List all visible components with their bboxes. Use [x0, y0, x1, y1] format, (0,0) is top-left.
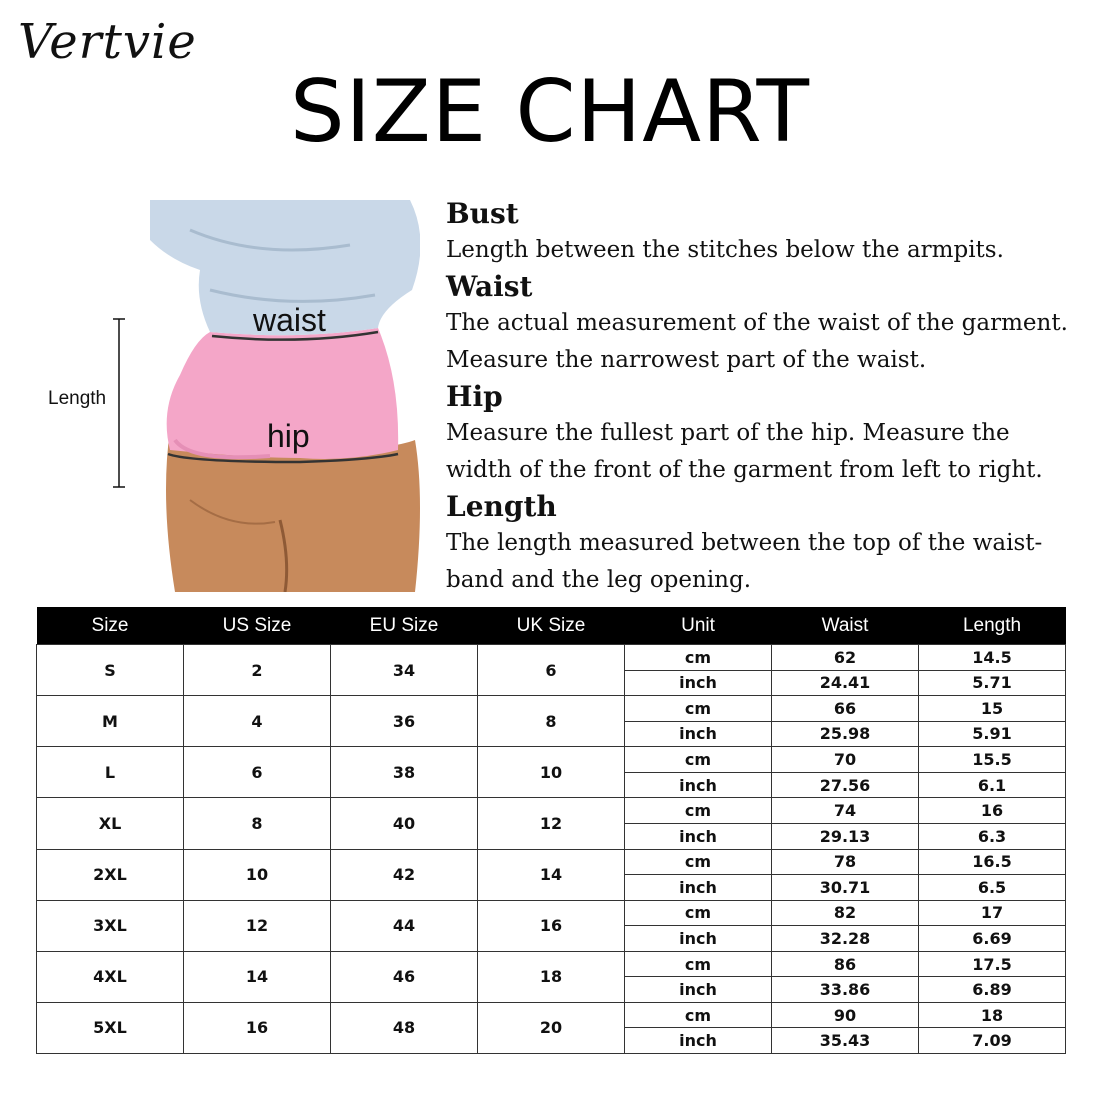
cell-cm-length: 16.5 — [919, 849, 1066, 875]
cell-inch-unit: inch — [625, 823, 772, 849]
table-row — [37, 849, 1066, 875]
cell-eu: 38 — [331, 747, 478, 798]
waist-label: waist — [253, 302, 326, 338]
cell-inch-unit: inch — [625, 670, 772, 696]
cell-uk: 10 — [478, 747, 625, 798]
cell-size: M — [37, 696, 184, 747]
page-title: SIZE CHART — [289, 62, 811, 162]
cell-inch-length: 5.91 — [919, 721, 1066, 747]
cell-inch-length: 5.71 — [919, 670, 1066, 696]
cell-inch-length: 6.1 — [919, 772, 1066, 798]
cell-cm-waist: 86 — [772, 951, 919, 977]
size-table — [36, 607, 1066, 1054]
hip-text: width of the front of the garment from left to right. — [446, 457, 1043, 483]
table-row — [37, 1002, 1066, 1028]
cell-eu: 42 — [331, 849, 478, 900]
column-header: Unit — [625, 607, 772, 645]
brand-logo: Vertvie — [18, 14, 197, 70]
cell-size: 4XL — [37, 951, 184, 1002]
cell-cm-length: 15 — [919, 696, 1066, 722]
term-bust: Bust — [446, 197, 519, 230]
cell-us: 12 — [184, 900, 331, 951]
column-header: US Size — [184, 607, 331, 645]
cell-eu: 46 — [331, 951, 478, 1002]
cell-inch-waist: 35.43 — [772, 1028, 919, 1054]
cell-cm-waist: 70 — [772, 747, 919, 773]
cell-us: 4 — [184, 696, 331, 747]
cell-inch-length: 6.69 — [919, 926, 1066, 952]
hip-label: hip — [267, 418, 310, 454]
term-hip: Hip — [446, 380, 503, 413]
cell-size: S — [37, 645, 184, 696]
waist-text: The actual measurement of the waist of the garment. — [446, 310, 1068, 336]
cell-us: 2 — [184, 645, 331, 696]
table-row — [37, 696, 1066, 722]
cell-inch-unit: inch — [625, 1028, 772, 1054]
cell-uk: 16 — [478, 900, 625, 951]
cell-cm-waist: 90 — [772, 1002, 919, 1028]
column-header: Size — [37, 607, 184, 645]
cell-cm-unit: cm — [625, 951, 772, 977]
cell-inch-unit: inch — [625, 772, 772, 798]
cell-eu: 44 — [331, 900, 478, 951]
hip-text: Measure the fullest part of the hip. Measure the — [446, 420, 1010, 446]
cell-inch-length: 7.09 — [919, 1028, 1066, 1054]
cell-uk: 20 — [478, 1002, 625, 1053]
cell-inch-length: 6.5 — [919, 875, 1066, 901]
cell-uk: 14 — [478, 849, 625, 900]
cell-us: 10 — [184, 849, 331, 900]
cell-inch-length: 6.89 — [919, 977, 1066, 1003]
cell-cm-unit: cm — [625, 900, 772, 926]
cell-cm-unit: cm — [625, 849, 772, 875]
measurement-descriptions — [446, 196, 1086, 599]
cell-inch-waist: 32.28 — [772, 926, 919, 952]
cell-inch-waist: 27.56 — [772, 772, 919, 798]
column-header: UK Size — [478, 607, 625, 645]
cell-cm-length: 15.5 — [919, 747, 1066, 773]
cell-cm-unit: cm — [625, 747, 772, 773]
cell-cm-length: 17 — [919, 900, 1066, 926]
table-row — [37, 645, 1066, 671]
cell-us: 6 — [184, 747, 331, 798]
cell-inch-waist: 25.98 — [772, 721, 919, 747]
model-illustration — [150, 200, 420, 592]
cell-cm-length: 14.5 — [919, 645, 1066, 671]
cell-cm-waist: 62 — [772, 645, 919, 671]
cell-inch-waist: 33.86 — [772, 977, 919, 1003]
cell-eu: 36 — [331, 696, 478, 747]
cell-us: 16 — [184, 1002, 331, 1053]
length-ruler-icon — [112, 318, 126, 488]
cell-eu: 48 — [331, 1002, 478, 1053]
length-text: The length measured between the top of the waist- — [446, 530, 1043, 556]
cell-cm-length: 17.5 — [919, 951, 1066, 977]
term-length: Length — [446, 490, 557, 523]
cell-inch-unit: inch — [625, 721, 772, 747]
cell-size: 3XL — [37, 900, 184, 951]
cell-inch-unit: inch — [625, 977, 772, 1003]
cell-size: XL — [37, 798, 184, 849]
cell-uk: 18 — [478, 951, 625, 1002]
cell-eu: 34 — [331, 645, 478, 696]
cell-cm-waist: 78 — [772, 849, 919, 875]
cell-size: 5XL — [37, 1002, 184, 1053]
cell-inch-waist: 24.41 — [772, 670, 919, 696]
cell-inch-unit: inch — [625, 926, 772, 952]
column-header: Length — [919, 607, 1066, 645]
cell-us: 8 — [184, 798, 331, 849]
cell-cm-unit: cm — [625, 798, 772, 824]
waist-text: Measure the narrowest part of the waist. — [446, 347, 927, 373]
cell-cm-unit: cm — [625, 696, 772, 722]
length-label: Length — [48, 388, 107, 409]
cell-cm-length: 16 — [919, 798, 1066, 824]
bust-text: Length between the stitches below the armpits. — [446, 237, 1004, 263]
table-row — [37, 798, 1066, 824]
cell-eu: 40 — [331, 798, 478, 849]
cell-uk: 6 — [478, 645, 625, 696]
column-header: EU Size — [331, 607, 478, 645]
cell-size: L — [37, 747, 184, 798]
cell-us: 14 — [184, 951, 331, 1002]
term-waist: Waist — [446, 270, 533, 303]
cell-inch-waist: 30.71 — [772, 875, 919, 901]
cell-inch-unit: inch — [625, 875, 772, 901]
cell-size: 2XL — [37, 849, 184, 900]
cell-cm-waist: 74 — [772, 798, 919, 824]
column-header: Waist — [772, 607, 919, 645]
table-row — [37, 747, 1066, 773]
cell-uk: 12 — [478, 798, 625, 849]
table-row — [37, 951, 1066, 977]
cell-cm-length: 18 — [919, 1002, 1066, 1028]
cell-inch-waist: 29.13 — [772, 823, 919, 849]
cell-cm-unit: cm — [625, 1002, 772, 1028]
cell-cm-unit: cm — [625, 645, 772, 671]
cell-inch-length: 6.3 — [919, 823, 1066, 849]
table-header-row — [37, 607, 1066, 645]
cell-cm-waist: 82 — [772, 900, 919, 926]
length-text: band and the leg opening. — [446, 567, 752, 593]
table-row — [37, 900, 1066, 926]
cell-cm-waist: 66 — [772, 696, 919, 722]
cell-uk: 8 — [478, 696, 625, 747]
